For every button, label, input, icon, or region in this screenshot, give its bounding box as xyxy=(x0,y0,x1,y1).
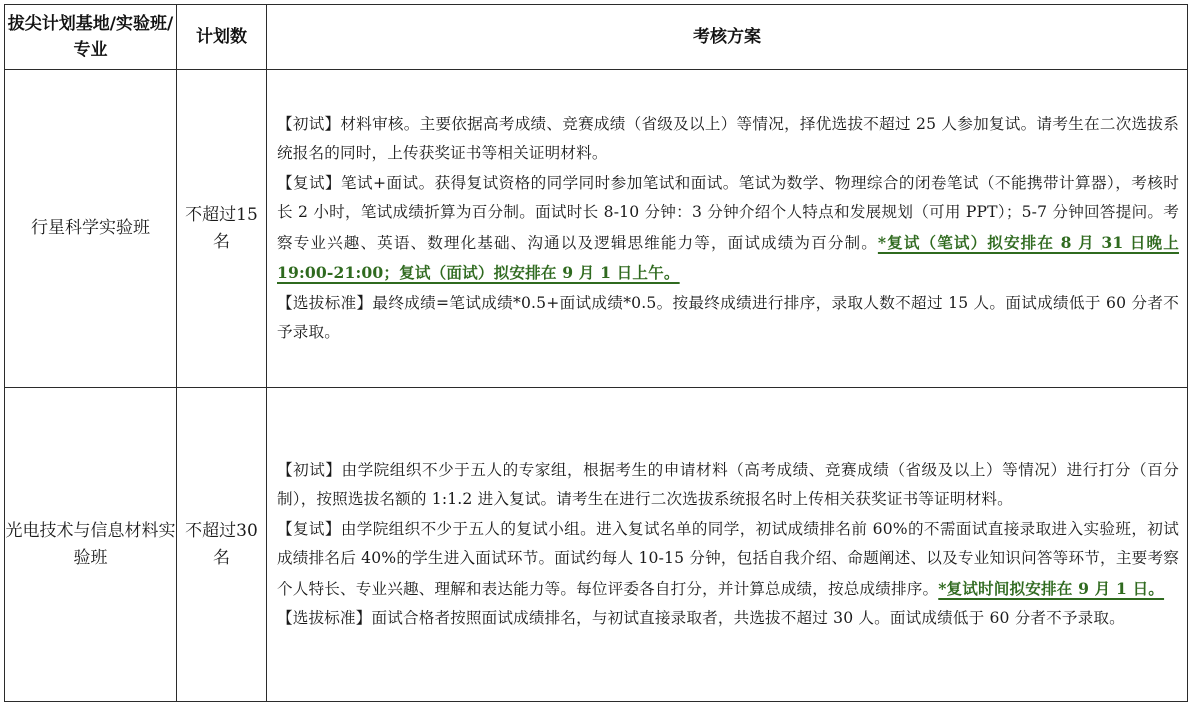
plan-paragraph-criteria xyxy=(277,604,1179,634)
plan-paragraph-retest xyxy=(277,169,1179,289)
row-plan xyxy=(267,388,1188,702)
row-count: 不超过15名 xyxy=(177,70,267,388)
row-plan xyxy=(267,70,1188,388)
header-base: 拔尖计划基地/实验班/专业 xyxy=(5,5,177,70)
paragraph-text: 【初试】由学院组织不少于五人的专家组，根据考生的申请材料（高考成绩、竞赛成绩（省级及以上）等情况）进行打分（百分制），按照选拔名额的 1:1.2 进入复试。请考生在进行二次选拔系统报名时上传相关获奖证书等证明材料。 xyxy=(277,460,1179,508)
plan-paragraph-retest xyxy=(277,515,1179,605)
plan-paragraph-initial xyxy=(277,110,1179,169)
paragraph-text: 【复试】笔试+面试。获得复试资格的同学同时参加笔试和面试。笔试为数学、物理综合的闭卷笔试（不能携带计算器），考核时长 2 小时，笔试成绩折算为百分制。面试时长 8-10 分钟：3 分钟介绍个人特点和发展规划（可用 PPT）；5-7 分钟回答提问。考察专业兴趣、英语、数理化基础、沟通以及逻辑思维能力等，面试成绩为百分制。 xyxy=(277,173,1179,252)
header-plan: 考核方案 xyxy=(267,5,1188,70)
selection-plan-table xyxy=(4,4,1188,702)
row-name: 行星科学实验班 xyxy=(5,70,177,388)
table-row xyxy=(5,70,1188,388)
table-header-row xyxy=(5,5,1188,70)
plan-paragraph-initial xyxy=(277,456,1179,515)
paragraph-text: 【选拔标准】最终成绩=笔试成绩*0.5+面试成绩*0.5。按最终成绩进行排序，录取人数不超过 15 人。面试成绩低于 60 分者不予录取。 xyxy=(277,293,1179,341)
table-row xyxy=(5,388,1188,702)
paragraph-text: 【复试】由学院组织不少于五人的复试小组。进入复试名单的同学，初试成绩排名前 60%的不需面试直接录取进入实验班，初试成绩排名后 40%的学生进入面试环节。面试约每人 10-15 分钟，包括自我介绍、命题阐述、以及专业知识问答等环节，主要考察个人特长、专业兴趣、理解和表达能力等。每位评委各自打分，并计算总成绩，按总成绩排序。 xyxy=(277,519,1179,598)
row-count: 不超过30名 xyxy=(177,388,267,702)
paragraph-text: 【选拔标准】面试合格者按照面试成绩排名，与初试直接录取者，共选拔不超过 30 人。面试成绩低于 60 分者不予录取。 xyxy=(277,609,1125,627)
schedule-note: *复试时间拟安排在 9 月 1 日。 xyxy=(938,578,1165,598)
plan-paragraph-criteria xyxy=(277,289,1179,348)
row-name: 光电技术与信息材料实验班 xyxy=(5,388,177,702)
schedule-note: *复试（笔试）拟安排在 8 月 31 日晚上 19:00-21:00；复试（面试）拟安排在 9 月 1 日上午。 xyxy=(277,232,1179,282)
header-count: 计划数 xyxy=(177,5,267,70)
paragraph-text: 【初试】材料审核。主要依据高考成绩、竞赛成绩（省级及以上）等情况，择优选拔不超过 25 人参加复试。请考生在二次选拔系统报名的同时，上传获奖证书等相关证明材料。 xyxy=(277,114,1179,162)
